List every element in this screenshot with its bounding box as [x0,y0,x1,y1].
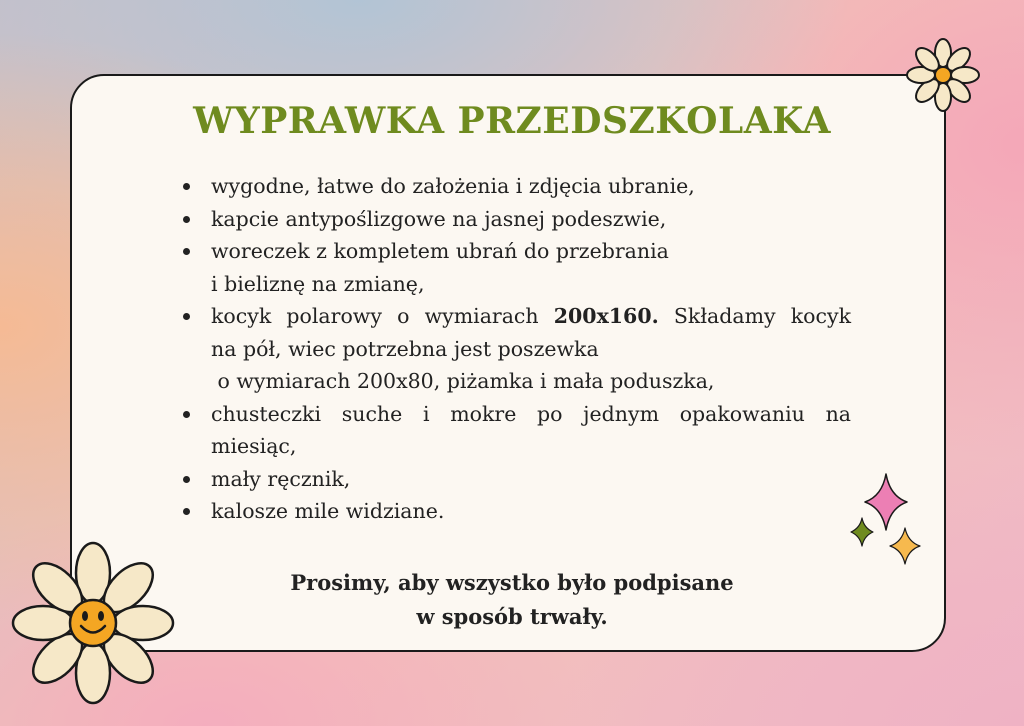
list-item-text-part: Składamy kocyk [658,304,851,328]
flower-icon [902,34,984,116]
list-item-text: na pół, wiec potrzebna jest poszewka [211,336,599,361]
list-item-text: mały ręcznik, [211,466,351,491]
list-item [183,463,851,496]
supplies-list [183,170,851,528]
smiley-flower-icon [8,538,178,708]
blanket-size-emphasis: 200x160. [553,304,659,328]
list-item [183,300,851,398]
list-item [183,170,851,203]
list-item-text: o wymiarach 200x80, piżamka i mała poduszka, [211,369,715,393]
list-item-text [211,300,851,333]
list-item-text: kalosze mile widziane. [211,499,445,523]
sparkle-icon [846,472,926,572]
list-item [183,398,851,463]
list-item [183,495,851,528]
list-item-text: i bieliznę na zmianę, [211,271,425,296]
note-line: Prosimy, aby wszystko było podpisane [290,570,734,595]
list-item-text-part: kocyk polarowy o wymiarach [211,304,554,328]
list-item-text: woreczek z kompletem ubrań do przebrania [211,239,669,263]
page-title: WYPRAWKA PRZEDSZKOLAKA [193,100,831,142]
list-item [183,203,851,236]
list-item-text: wygodne, łatwe do założenia i zdjęcia ubranie, [211,174,695,198]
list-item [183,235,851,300]
note-line: w sposób trwały. [416,604,608,629]
list-item-text: kapcie antypoślizgowe na jasnej podeszwie, [211,206,667,231]
list-item-text: miesiąc, [211,434,297,458]
list-item-text: chusteczki suche i mokre po jednym opakowaniu na [211,401,851,426]
